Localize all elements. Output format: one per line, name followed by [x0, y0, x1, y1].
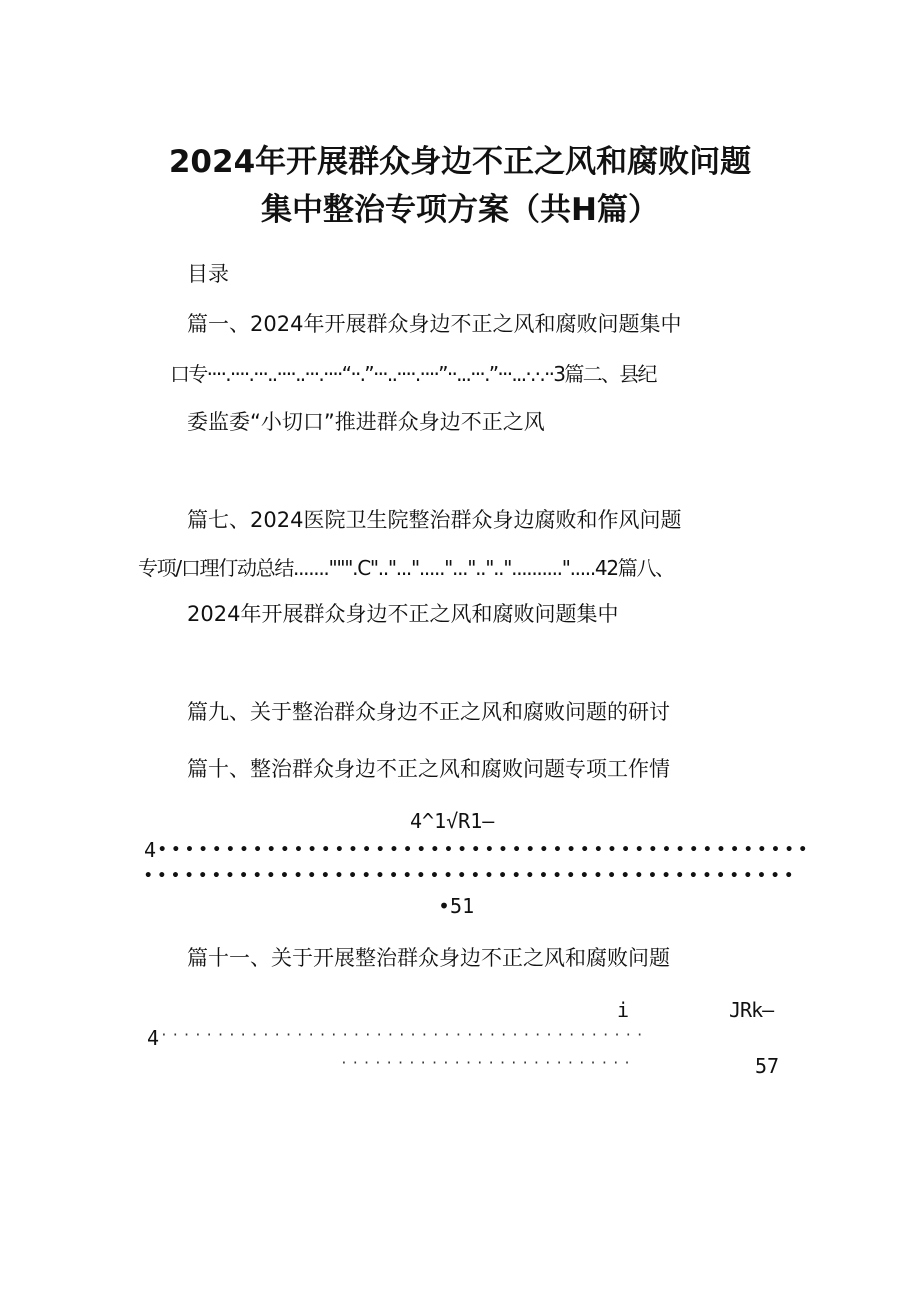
toc-entry-11-line-1: 篇十一、关于开展整治群众身边不正之风和腐败问题 [187, 946, 670, 970]
toc-entry-1-line-3: 委监委“小切口”推进群众身边不正之风 [187, 410, 545, 434]
toc-entry-9-line-1: 篇九、关于整治群众身边不正之风和腐败问题的研讨 [187, 700, 670, 724]
toc-entry-10-leader-dots-1: •••••••••••••••••••••••••••••••••••••••••••••••• [158, 842, 813, 858]
toc-entry-11-garbled-a: i [617, 998, 630, 1022]
toc-entry-10-lead: 4 [144, 838, 157, 862]
toc-entry-7-line-2: 专项/口理仃动总结.......""".C".."..."....."..."..".."..........".....42篇八、 [138, 556, 674, 580]
toc-entry-10-garbled: 4^1√R1— [410, 809, 495, 833]
toc-entry-11-garbled-b: JRk— [729, 998, 774, 1022]
toc-entry-11-leader-dots-2: ·························· [340, 1056, 635, 1071]
toc-entry-1-line-2: 口专····.····.···..····..···.····“··.”···..····.····”··...···.”···...·.·.··3篇二、县纪 [170, 362, 656, 386]
toc-heading: 目录 [187, 262, 229, 286]
toc-entry-10-page-number: •51 [438, 894, 475, 918]
document-title-line-2: 集中整治专项方案（共H篇） [261, 192, 659, 228]
toc-entry-7-line-1: 篇七、2024医院卫生院整治群众身边腐败和作风问题 [187, 508, 682, 532]
toc-entry-10-leader-dots-2: •••••••••••••••••••••••••••••••••••••••••••••••• [144, 868, 799, 884]
toc-entry-11-page-number: 57 [755, 1054, 780, 1078]
document-title-line-1: 2024年开展群众身边不正之风和腐败问题 [168, 144, 752, 180]
toc-entry-10-line-1: 篇十、整治群众身边不正之风和腐败问题专项工作情 [187, 757, 670, 781]
toc-entry-11-leader-dots-1: ··········································· [160, 1028, 648, 1043]
toc-entry-1-line-1: 篇一、2024年开展群众身边不正之风和腐败问题集中 [187, 312, 682, 336]
toc-entry-7-line-3: 2024年开展群众身边不正之风和腐败问题集中 [187, 602, 619, 626]
toc-entry-11-lead: 4 [147, 1026, 160, 1050]
